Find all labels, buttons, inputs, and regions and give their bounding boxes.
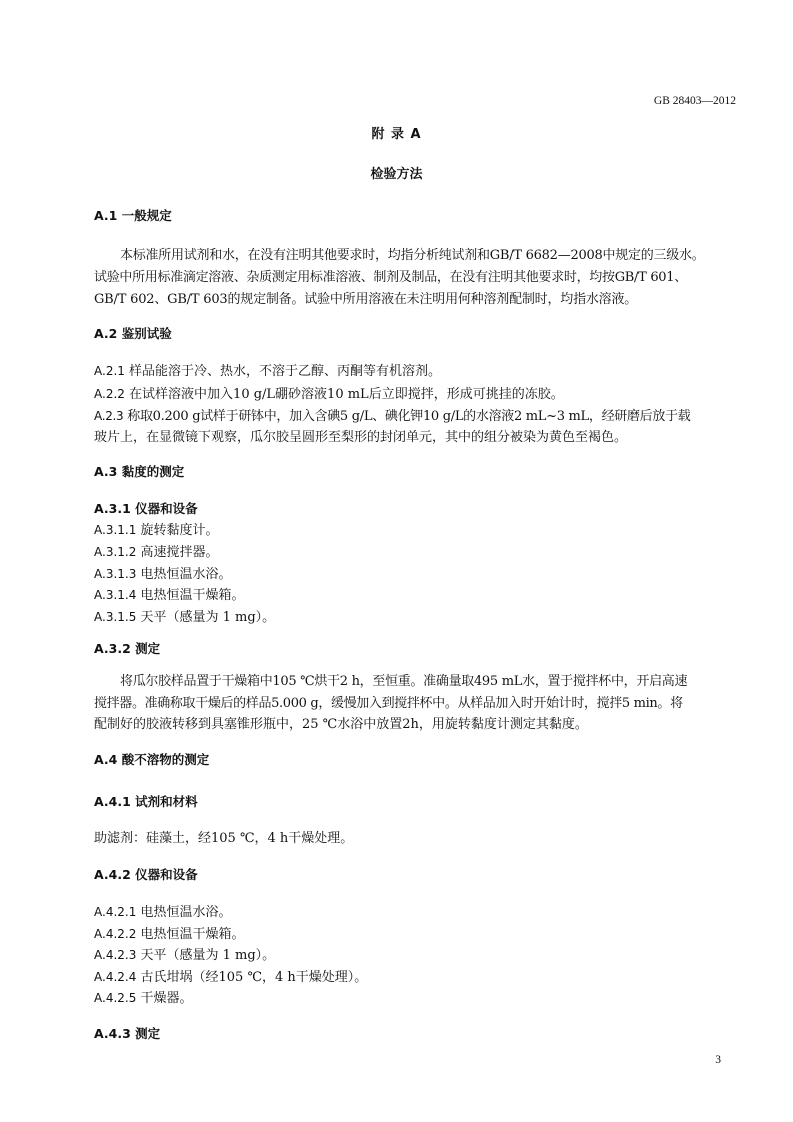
a1-paragraph-line-2: 试验中所用标准滴定溶液、杂质测定用标准溶液、制剂及制品，在没有注明其他要求时，均按GB/T 601、 xyxy=(94,270,687,285)
subsection-heading-a4-2: A.4.2 仪器和设备 xyxy=(94,867,198,882)
item-text: 样品能溶于冷、热水，不溶于乙醇、丙酮等有机溶剂。 xyxy=(129,364,442,379)
a4-1-text: 助滤剂：硅藻土，经105 ℃，4 h干燥处理。 xyxy=(94,831,354,846)
appendix-title: 附 录 A xyxy=(371,127,422,142)
subsection-heading-a3-2: A.3.2 测定 xyxy=(94,641,161,656)
item-number: A.3.1.3 xyxy=(94,567,137,581)
a2-item-3 xyxy=(94,407,691,426)
subsection-heading-a4-3: A.4.3 测定 xyxy=(94,1026,161,1041)
item-number: A.3.1.2 xyxy=(94,545,137,559)
item-text: 干燥器。 xyxy=(140,991,193,1006)
item-number: A.2.1 xyxy=(94,364,125,378)
a2-item-2 xyxy=(94,385,564,404)
item-text: 在试样溶液中加入10 g/L硼砂溶液10 mL后立即搅拌，形成可挑挂的冻胶。 xyxy=(129,387,564,402)
item-text: 电热恒温水浴。 xyxy=(140,905,232,920)
item-text: 天平（感量为 1 mg）。 xyxy=(140,948,276,963)
item-text: 天平（感量为 1 mg）。 xyxy=(140,610,276,625)
a4-2-item xyxy=(94,903,232,922)
item-text: 称取0.200 g试样于研钵中，加入含碘5 g/L、碘化钾10 g/L的水溶液2 mL~3 mL，经研磨后放于载 xyxy=(127,409,691,424)
a3-1-item xyxy=(94,521,219,540)
a1-paragraph-line-1: 本标准所用试剂和水，在没有注明其他要求时，均指分析纯试剂和GB/T 6682—2008中规定的三级水。 xyxy=(120,248,705,263)
a4-2-item xyxy=(94,925,245,944)
subsection-heading-a4-1: A.4.1 试剂和材料 xyxy=(94,794,198,809)
a2-item-3-continued: 玻片上，在显微镜下观察，瓜尔胶呈圆形至梨形的封闭单元，其中的组分被染为黄色至褐色。 xyxy=(94,430,628,445)
item-text: 电热恒温水浴。 xyxy=(140,567,232,582)
a3-1-item xyxy=(94,608,275,627)
item-text: 电热恒温干燥箱。 xyxy=(140,927,245,942)
a3-2-paragraph-line-3: 配制好的胶液转移到具塞锥形瓶中，25 ℃水浴中放置2h，用旋转黏度计测定其黏度。 xyxy=(94,717,588,732)
a1-paragraph-line-3: GB/T 602、GB/T 603的规定制备。试验中所用溶液在未注明用何种溶剂配制时，均指水溶液。 xyxy=(94,292,638,307)
a3-1-item xyxy=(94,543,219,562)
a4-2-item xyxy=(94,968,367,987)
section-heading-a4: A.4 酸不溶物的测定 xyxy=(94,752,210,767)
subsection-heading-a3-1: A.3.1 仪器和设备 xyxy=(94,501,198,516)
page-number: 3 xyxy=(715,1054,721,1066)
a2-item-1 xyxy=(94,362,441,381)
item-number: A.4.2.3 xyxy=(94,948,137,962)
doc-id: GB 28403—2012 xyxy=(653,95,736,107)
item-number: A.3.1.5 xyxy=(94,610,137,624)
item-number: A.2.3 xyxy=(94,409,124,423)
a4-2-item xyxy=(94,989,193,1008)
item-number: A.4.2.5 xyxy=(94,991,137,1005)
item-number: A.2.2 xyxy=(94,387,125,401)
a4-2-item xyxy=(94,946,275,965)
item-number: A.3.1.1 xyxy=(94,523,137,537)
item-number: A.4.2.4 xyxy=(94,970,137,984)
a3-2-paragraph-line-1: 将瓜尔胶样品置于干燥箱中105 ℃烘干2 h，至恒重。准确量取495 mL水，置于搅拌杯中，开启高速 xyxy=(120,674,688,689)
item-number: A.4.2.1 xyxy=(94,905,137,919)
section-heading-a3: A.3 黏度的测定 xyxy=(94,464,185,479)
item-text: 电热恒温干燥箱。 xyxy=(140,588,245,603)
item-text: 古氏坩埚（经105 ℃，4 h干燥处理）。 xyxy=(140,970,368,985)
section-heading-a1: A.1 一般规定 xyxy=(94,208,172,223)
item-number: A.3.1.4 xyxy=(94,588,137,602)
item-text: 高速搅拌器。 xyxy=(140,545,219,560)
a3-1-item xyxy=(94,586,245,605)
appendix-subtitle: 检验方法 xyxy=(370,167,423,182)
a3-2-paragraph-line-2: 搅拌器。准确称取干燥后的样品5.000 g，缓慢加入到搅拌杯中。从样品加入时开始计时，搅拌5 min。将 xyxy=(94,696,683,711)
item-number: A.4.2.2 xyxy=(94,927,137,941)
section-heading-a2: A.2 鉴别试验 xyxy=(94,326,172,341)
a3-1-item xyxy=(94,565,232,584)
item-text: 旋转黏度计。 xyxy=(140,523,219,538)
